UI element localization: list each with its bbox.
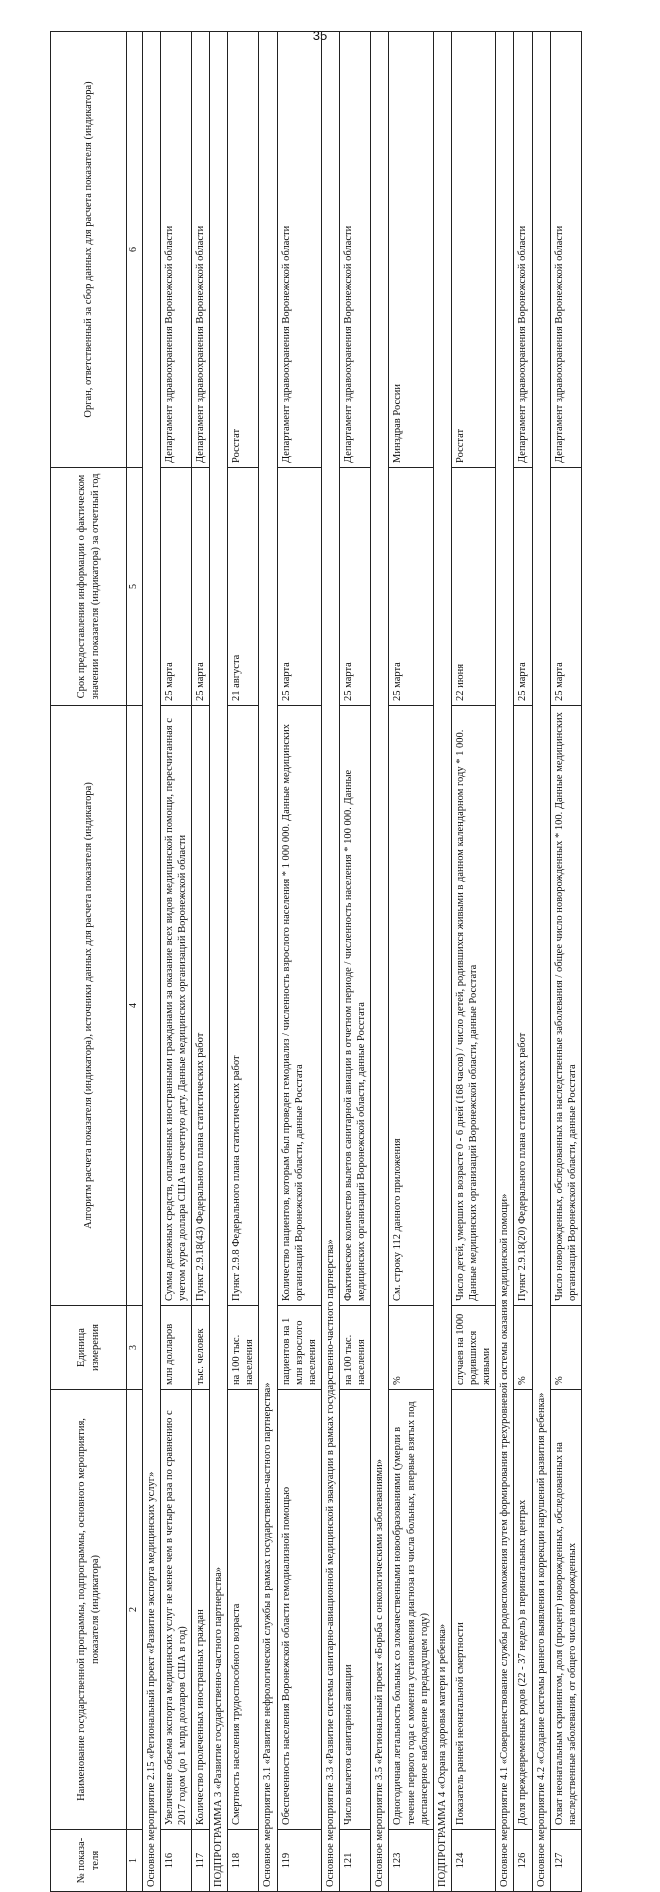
column-number: 5	[127, 468, 143, 706]
algorithm-cell: Фактическое количество вылетов санитарной авиации в отчетном периоде / численность населения * 100 000. Данные медицинских организаций Воронежской области, данные Росстата	[340, 706, 371, 1306]
indicator-row	[160, 32, 191, 1892]
table-header-row	[51, 32, 127, 1892]
indicator-row	[340, 32, 371, 1892]
unit-cell: %	[514, 1306, 532, 1390]
deadline-cell: 25 марта	[191, 468, 209, 706]
section-heading-row	[321, 32, 339, 1892]
responsible-agency-cell: Росстат	[451, 32, 495, 468]
indicator-number-cell: 127	[550, 1830, 581, 1892]
section-heading-row	[259, 32, 277, 1892]
section-heading: Основное мероприятие 3.3 «Развитие системы санитарно-авиационной медицинской эвакуации в рамках государственно-частного партнерства»	[321, 32, 339, 1892]
column-number: 6	[127, 32, 143, 468]
indicator-number-cell: 116	[160, 1830, 191, 1892]
indicator-row	[389, 32, 433, 1892]
section-heading: ПОДПРОГРАММА 3 «Развитие государственно-частного партнерства»	[210, 32, 228, 1892]
section-heading: Основное мероприятие 2.15 «Региональный проект «Развитие экспорта медицинских услуг»	[142, 32, 160, 1892]
responsible-agency-cell: Департамент здравоохранения Воронежской области	[514, 32, 532, 468]
algorithm-cell: См. строку 112 данного приложения	[389, 706, 433, 1306]
indicator-name-cell: Одногодичная летальность больных со злокачественными новообразованиями (умерли в течение первого года с момента установления диагноза из числа больных, впервые взятых под диспансерное наблюдение в предыдущем году)	[389, 1390, 433, 1830]
indicator-number-cell: 126	[514, 1830, 532, 1892]
indicator-row	[550, 32, 581, 1892]
responsible-agency-cell: Департамент здравоохранения Воронежской области	[340, 32, 371, 468]
column-number: 2	[127, 1390, 143, 1830]
deadline-cell: 21 августа	[228, 468, 259, 706]
unit-cell: случаев на 1000 родившихся живыми	[451, 1306, 495, 1390]
column-number: 1	[127, 1830, 143, 1892]
deadline-cell: 25 марта	[340, 468, 371, 706]
indicator-row	[451, 32, 495, 1892]
indicator-name-cell: Охват неонатальным скринингом, доля (процент) новорожденных, обследованных на наследственные заболевания, от общего числа новорожденных	[550, 1390, 581, 1830]
unit-cell: на 100 тыс. населения	[340, 1306, 371, 1390]
section-heading-row	[532, 32, 550, 1892]
unit-cell: на 100 тыс. населения	[228, 1306, 259, 1390]
indicators-table	[50, 31, 582, 1892]
unit-cell: %	[389, 1306, 433, 1390]
section-heading-row	[496, 32, 514, 1892]
header-deadline: Срок предоставления информации о фактическом значении показателя (индикатора) за отчетный год	[51, 468, 127, 706]
responsible-agency-cell: Департамент здравоохранения Воронежской области	[160, 32, 191, 468]
responsible-agency-cell: Минздрав России	[389, 32, 433, 468]
rotated-table-sheet	[50, 32, 660, 1892]
unit-cell: тыс. человек	[191, 1306, 209, 1390]
deadline-cell: 25 марта	[550, 468, 581, 706]
indicator-number-cell: 118	[228, 1830, 259, 1892]
header-responsible-agency: Орган, ответственный за сбор данных для расчета показателя (индикатора)	[51, 32, 127, 468]
algorithm-cell: Число новорожденных, обследованных на наследственные заболевания / общее число новорожденных * 100. Данные медицинских организаций Воронежской области, данные Росстата	[550, 706, 581, 1306]
indicator-name-cell: Увеличение объема экспорта медицинских услуг не менее чем в четыре раза по сравнению с 2017 годом (до 1 млрд долларов США в год)	[160, 1390, 191, 1830]
section-heading: Основное мероприятие 3.1 «Развитие нефрологической службы в рамках государственно-частного партнерства»	[259, 32, 277, 1892]
section-heading: Основное мероприятие 3.5 «Региональный проект «Борьба с онкологическими заболеваниями»	[371, 32, 389, 1892]
indicator-number-cell: 121	[340, 1830, 371, 1892]
table-body	[142, 32, 581, 1892]
indicator-number-cell: 124	[451, 1830, 495, 1892]
section-heading: Основное мероприятие 4.2 «Создание системы раннего выявления и коррекции нарушений развития ребенка»	[532, 32, 550, 1892]
responsible-agency-cell: Росстат	[228, 32, 259, 468]
algorithm-cell: Число детей, умерших в возрасте 0 - 6 дней (168 часов) / число детей, родившихся живыми в данном календарном году * 1 000. Данные медицинских организаций Воронежской области, данные Росстата	[451, 706, 495, 1306]
indicator-number-cell: 123	[389, 1830, 433, 1892]
header-indicator-number: № показа-теля	[51, 1830, 127, 1892]
deadline-cell: 25 марта	[160, 468, 191, 706]
indicator-name-cell: Число вылетов санитарной авиации	[340, 1390, 371, 1830]
unit-cell: млн долларов	[160, 1306, 191, 1390]
indicator-name-cell: Обеспеченность населения Воронежской области гемодиализной помощью	[277, 1390, 321, 1830]
algorithm-cell: Пункт 2.9.18(20) Федерального плана статистических работ	[514, 706, 532, 1306]
column-number-row	[127, 32, 143, 1892]
responsible-agency-cell: Департамент здравоохранения Воронежской области	[191, 32, 209, 468]
indicator-name-cell: Количество пролеченных иностранных граждан	[191, 1390, 209, 1830]
algorithm-cell: Пункт 2.9.8 Федерального плана статистических работ	[228, 706, 259, 1306]
algorithm-cell: Количество пациентов, которым был проведен гемодиализ / численность взрослого населения * 1 000 000. Данные медицинских организаций Воронежской области, данные Росстата	[277, 706, 321, 1306]
indicator-row	[277, 32, 321, 1892]
header-algorithm: Алгоритм расчета показателя (индикатора), источники данных для расчета показателя (индикатора)	[51, 706, 127, 1306]
indicator-name-cell: Смертность населения трудоспособного возраста	[228, 1390, 259, 1830]
deadline-cell: 22 июня	[451, 468, 495, 706]
deadline-cell: 25 марта	[514, 468, 532, 706]
unit-cell: пациентов на 1 млн взрослого населения	[277, 1306, 321, 1390]
header-indicator-name: Наименование государственной программы, подпрограммы, основного мероприятия, показателя (индикатора)	[51, 1390, 127, 1830]
unit-cell: %	[550, 1306, 581, 1390]
header-unit: Единица измерения	[51, 1306, 127, 1390]
page-number: 35	[312, 28, 328, 43]
indicator-number-cell: 117	[191, 1830, 209, 1892]
column-number: 3	[127, 1306, 143, 1390]
section-heading-row	[210, 32, 228, 1892]
deadline-cell: 25 марта	[277, 468, 321, 706]
deadline-cell: 25 марта	[389, 468, 433, 706]
indicator-name-cell: Доля преждевременных родов (22 - 37 недель) в перинатальных центрах	[514, 1390, 532, 1830]
responsible-agency-cell: Департамент здравоохранения Воронежской области	[550, 32, 581, 468]
responsible-agency-cell: Департамент здравоохранения Воронежской области	[277, 32, 321, 468]
indicator-row	[228, 32, 259, 1892]
indicator-row	[514, 32, 532, 1892]
column-number: 4	[127, 706, 143, 1306]
section-heading: Основное мероприятие 4.1 «Совершенствование службы родовспоможения путем формирования трехуровневой системы оказания медицинской помощи»	[496, 32, 514, 1892]
section-heading-row	[371, 32, 389, 1892]
section-heading-row	[433, 32, 451, 1892]
indicator-number-cell: 119	[277, 1830, 321, 1892]
section-heading: ПОДПРОГРАММА 4 «Охрана здоровья матери и ребенка»	[433, 32, 451, 1892]
indicator-row	[191, 32, 209, 1892]
indicator-name-cell: Показатель ранней неонатальной смертности	[451, 1390, 495, 1830]
section-heading-row	[142, 32, 160, 1892]
algorithm-cell: Сумма денежных средств, оплаченных иностранными гражданами за оказание всех видов медицинской помощи, пересчитанная с учетом курса доллара США на отчетную дату. Данные медицинских организаций Воронежской области	[160, 706, 191, 1306]
algorithm-cell: Пункт 2.9.18(43) Федерального плана статистических работ	[191, 706, 209, 1306]
